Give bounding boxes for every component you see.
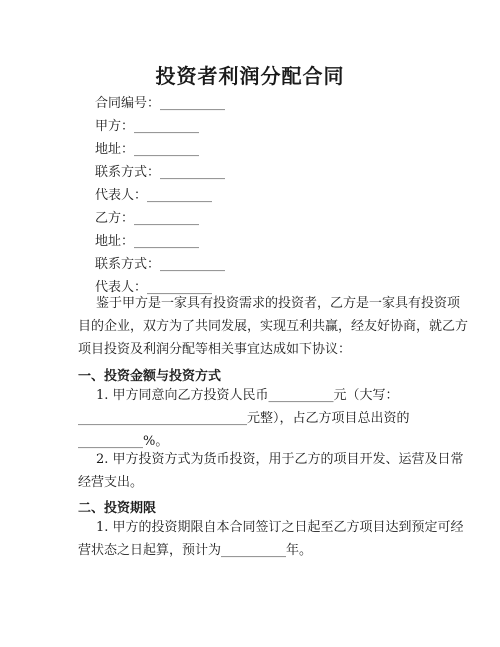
field-label: 地址： [95,142,135,157]
field-label: 联系方式： [95,165,161,180]
field-blank: __________ [134,211,200,226]
paragraph-line: 经营支出。 [78,475,144,490]
paragraph-line: 1. 甲方的投资期限自本合同签订之日起至乙方项目达到预定可经 [96,520,464,535]
field-blank: __________ [134,119,200,134]
field-blank: __________ [160,165,226,180]
section-heading-term: 二、投资期限 [78,501,157,516]
field-label: 合同编号： [95,96,161,111]
field-label: 甲方： [95,119,135,134]
section-heading-investment: 一、投资金额与投资方式 [78,369,222,384]
clause-1-1 [78,384,428,453]
field-label: 联系方式： [95,257,161,272]
paragraph-line: __________________________元整），占乙方项目总出资的 [78,411,410,426]
field-label: 地址： [95,234,135,249]
field-label: 代表人： [95,188,148,203]
field-blank: __________ [160,96,226,111]
field-party-b-contact [95,257,225,273]
field-label: 乙方： [95,211,135,226]
field-contract-no [95,96,225,112]
field-label: 代表人： [95,280,148,295]
page-title: 投资者利润分配合同 [155,64,345,88]
field-party-b-address [95,234,199,250]
intro-paragraph [78,292,469,361]
clause-1-2 [78,448,464,494]
paragraph-line: 目的企业，双方为了共同发展，实现互利共赢，经友好协商，就乙方 [78,319,469,334]
field-party-a [95,119,199,135]
field-party-b [95,211,199,227]
paragraph-line: 项目投资及利润分配等相关事宜达成如下协议： [78,342,352,357]
field-blank: __________ [160,257,226,272]
field-blank: __________ [147,188,213,203]
field-party-a-representative [95,188,212,204]
paragraph-line: 2. 甲方投资方式为货币投资，用于乙方的项目开发、运营及日常 [96,452,464,467]
field-blank: __________ [147,280,213,295]
field-party-a-contact [95,165,225,181]
paragraph-line: 营状态之日起算，预计为__________年。 [78,543,313,558]
field-party-a-address [95,142,199,158]
paragraph-line: 鉴于甲方是一家具有投资需求的投资者，乙方是一家具有投资项 [96,296,461,311]
clause-2-1 [78,516,464,562]
field-blank: __________ [134,234,200,249]
paragraph-line: __________%。 [78,434,169,449]
paragraph-line: 1. 甲方同意向乙方投资人民币__________元（大写： [96,388,399,403]
field-blank: __________ [134,142,200,157]
